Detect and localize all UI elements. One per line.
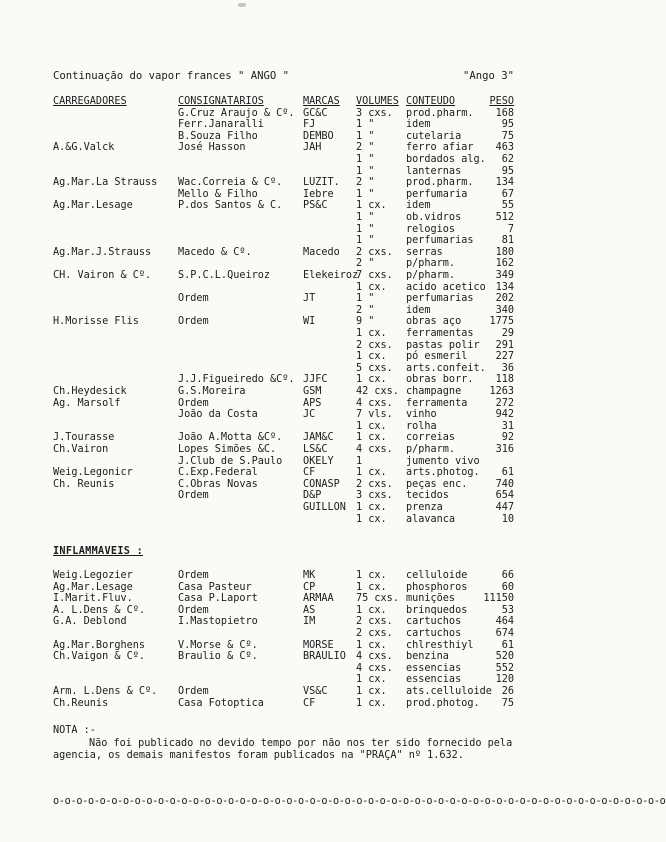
carregador-cell: Ag. Marsolf: [53, 397, 121, 409]
consignatario-cell: I.Mastopietro: [178, 616, 258, 628]
peso-cell: 55: [501, 200, 514, 212]
consignatario-cell: João A.Motta &Cº.: [178, 432, 283, 444]
marca-cell: JC: [303, 409, 316, 421]
carregador-cell: I.Marit.Fluv.: [53, 593, 133, 605]
marca-cell: PS&C: [303, 200, 328, 212]
conteudo-cell: pó esmeril: [406, 351, 468, 363]
conteudo-cell: idem: [406, 304, 431, 316]
volume-cell: 1 cx.: [356, 281, 387, 293]
conteudo-cell: ferramenta: [406, 397, 468, 409]
volume-cell: 1 ": [356, 165, 375, 177]
table-row: [0, 433, 544, 444]
header-peso: PESO: [489, 96, 514, 107]
peso-cell: 60: [501, 581, 514, 593]
consignatario-cell: V.Morse & Cº.: [178, 639, 258, 651]
peso-cell: 67: [501, 188, 514, 200]
conteudo-cell: cartuchos: [406, 628, 462, 639]
volume-cell: 2 ": [356, 258, 375, 270]
carregador-cell: Ch.Vaigon & Cº.: [53, 651, 146, 663]
volume-cell: 1 ": [356, 188, 375, 200]
header-carregadores: CARREGADORES: [53, 96, 127, 107]
peso-cell: 10: [501, 513, 514, 525]
volume-cell: 1 cx.: [356, 200, 387, 212]
conteudo-cell: essencias: [406, 662, 462, 674]
marca-cell: FJ: [303, 119, 316, 131]
consignatario-cell: C.Obras Novas: [178, 478, 258, 490]
table-row: [0, 143, 544, 154]
volume-cell: 42 cxs.: [356, 385, 399, 397]
table-row: [0, 583, 544, 594]
peso-cell: 66: [501, 570, 514, 581]
marca-cell: IM: [303, 616, 316, 628]
peso-cell: 95: [501, 119, 514, 131]
conteudo-cell: ats.celluloide: [406, 686, 492, 697]
peso-cell: 62: [501, 153, 514, 165]
carregador-cell: Ag.Mar.Lesage: [53, 200, 133, 212]
volume-cell: 1 ": [356, 130, 375, 142]
peso-cell: 31: [501, 420, 514, 432]
volume-cell: 1 cx.: [356, 432, 387, 444]
consignatario-cell: Mello & Filho: [178, 188, 258, 200]
peso-cell: 75: [501, 130, 514, 142]
peso-cell: 654: [495, 490, 514, 502]
carregador-cell: Arm. L.Dens & Cº.: [53, 686, 158, 697]
table-row: [0, 399, 544, 410]
table-row: [0, 491, 544, 502]
conteudo-cell: brinquedos: [406, 604, 468, 616]
consignatario-cell: C.Exp.Federal: [178, 467, 258, 479]
table-row: [0, 641, 544, 652]
conteudo-cell: arts.photog.: [406, 467, 480, 479]
header-conteudo: CONTEUDO: [406, 96, 456, 107]
marca-cell: CF: [303, 697, 316, 709]
conteudo-cell: acido acetico: [406, 281, 486, 293]
peso-cell: 95: [501, 165, 514, 177]
peso-cell: 36: [501, 362, 514, 374]
volume-cell: 1 cx.: [356, 327, 387, 339]
carregador-cell: A.&G.Valck: [53, 142, 115, 154]
table-row: [0, 617, 544, 628]
consignatario-cell: Ordem: [178, 686, 209, 697]
peso-cell: 92: [501, 432, 514, 444]
table-row: [0, 259, 544, 270]
marca-cell: GSM: [303, 385, 322, 397]
volume-cell: 1 cx.: [356, 513, 387, 525]
volume-cell: 1 cx.: [356, 467, 387, 479]
conteudo-cell: p/pharm.: [406, 443, 456, 455]
peso-cell: 81: [501, 235, 514, 247]
marca-cell: OKELY: [303, 455, 334, 467]
consignatario-cell: Ordem: [178, 397, 209, 409]
conteudo-cell: prod.photog.: [406, 697, 480, 709]
page-title: Continuação do vapor frances " ANGO ": [53, 70, 289, 82]
peso-cell: 227: [495, 351, 514, 363]
volume-cell: 1 ": [356, 153, 375, 165]
volume-cell: 2 cxs.: [356, 339, 393, 351]
consignatario-cell: Casa Fotoptica: [178, 697, 264, 709]
volume-cell: 4 cxs.: [356, 397, 393, 409]
volume-cell: 4 cxs.: [356, 443, 393, 455]
consignatario-cell: Ordem: [178, 604, 209, 616]
carregador-cell: CH. Vairon & Cº.: [53, 269, 152, 281]
volume-cell: 7 cxs.: [356, 269, 393, 281]
table-row: [0, 503, 544, 514]
nota-body: Não foi publicado no devido tempo por não nos ter sido fornecido pela agencia, os demais manifestos foram publicados na "PRAÇA" nº 1.632.: [53, 738, 513, 761]
consignatario-cell: Macedo & Cº.: [178, 246, 252, 258]
peso-cell: 202: [495, 293, 514, 305]
peso-cell: 11150: [483, 593, 514, 605]
consignatario-cell: Lopes Simões &C.: [178, 443, 277, 455]
conteudo-cell: alavanca: [406, 513, 456, 525]
volume-cell: 1 cx.: [356, 686, 387, 697]
conteudo-cell: relogios: [406, 223, 456, 235]
peso-cell: 464: [495, 616, 514, 628]
table-row: [0, 190, 544, 201]
peso-cell: 291: [495, 339, 514, 351]
volume-cell: 1 cx.: [356, 639, 387, 651]
conteudo-cell: idem: [406, 200, 431, 212]
consignatario-cell: José Hasson: [178, 142, 246, 154]
peso-cell: 168: [495, 107, 514, 119]
carregador-cell: Ch.Heydesick: [53, 385, 127, 397]
peso-cell: 120: [495, 674, 514, 686]
table-row: [0, 594, 544, 605]
table-row: [0, 225, 544, 236]
conteudo-cell: champagne: [406, 385, 462, 397]
marca-cell: VS&C: [303, 686, 328, 697]
conteudo-cell: obras aço: [406, 316, 462, 328]
conteudo-cell: perfumarias: [406, 235, 474, 247]
table-row: [0, 306, 544, 317]
column-headers: [0, 97, 544, 108]
conteudo-cell: bordados alg.: [406, 153, 486, 165]
table-row: [0, 120, 544, 131]
consignatario-cell: G.S.Moreira: [178, 385, 246, 397]
carregador-cell: Weig.Legonicr: [53, 467, 133, 479]
conteudo-cell: obras borr.: [406, 374, 474, 386]
carregador-cell: G.A. Deblond: [53, 616, 127, 628]
conteudo-cell: ferro afiar: [406, 142, 474, 154]
volume-cell: 2 ": [356, 304, 375, 316]
table-row: [0, 629, 544, 640]
peso-cell: 180: [495, 246, 514, 258]
consignatario-cell: Ordem: [178, 316, 209, 328]
volume-cell: 1: [356, 455, 363, 467]
conteudo-cell: cartuchos: [406, 616, 462, 628]
table-row: [0, 480, 544, 491]
marca-cell: APS: [303, 397, 322, 409]
conteudo-cell: ob.vidros: [406, 211, 462, 223]
dotted-divider: o-o-o-o-o-o-o-o-o-o-o-o-o-o-o-o-o-o-o-o-o-o-o-o-o-o-o-o-o-o-o-o-o-o-o-o-o-o-o-o-o-o-o-o-o-o-o-o-o-o-o-o-o: [53, 796, 666, 807]
volume-cell: 7 vls.: [356, 409, 393, 421]
volume-cell: 2 cxs.: [356, 616, 393, 628]
peso-cell: 29: [501, 327, 514, 339]
volume-cell: 1 cx.: [356, 674, 387, 686]
carregador-cell: Ag.Mar.La Strauss: [53, 177, 158, 189]
consignatario-cell: Ordem: [178, 570, 209, 581]
peso-cell: 520: [495, 651, 514, 663]
header-volumes: VOLUMES: [356, 96, 399, 107]
table-row: [0, 664, 544, 675]
conteudo-cell: p/pharm.: [406, 269, 456, 281]
conteudo-cell: lanternas: [406, 165, 462, 177]
consignatario-cell: S.P.C.L.Queiroz: [178, 269, 271, 281]
peso-cell: 134: [495, 177, 514, 189]
table-row: [0, 675, 544, 686]
volume-cell: 1 cx.: [356, 501, 387, 513]
conteudo-cell: jumento vivo: [406, 455, 480, 467]
conteudo-cell: rolha: [406, 420, 437, 432]
table-row: [0, 178, 544, 189]
consignatario-cell: Wac.Correia & Cº.: [178, 177, 283, 189]
ink-mark: [238, 3, 246, 7]
conteudo-cell: prod.pharm.: [406, 107, 474, 119]
carregador-cell: Ag.Mar.Lesage: [53, 581, 133, 593]
peso-cell: 134: [495, 281, 514, 293]
volume-cell: 1 ": [356, 235, 375, 247]
carregador-cell: A. L.Dens & Cº.: [53, 604, 146, 616]
volume-cell: 1 cx.: [356, 581, 387, 593]
peso-cell: 674: [495, 628, 514, 639]
conteudo-cell: essencias: [406, 674, 462, 686]
conteudo-cell: vinho: [406, 409, 437, 421]
peso-cell: 740: [495, 478, 514, 490]
conteudo-cell: phosphoros: [406, 581, 468, 593]
volume-cell: 1 ": [356, 293, 375, 305]
volume-cell: 1 ": [356, 211, 375, 223]
consignatario-cell: P.dos Santos & C.: [178, 200, 283, 212]
peso-cell: 53: [501, 604, 514, 616]
volume-cell: 5 cxs.: [356, 362, 393, 374]
marca-cell: WI: [303, 316, 316, 328]
volume-cell: 3 cxs.: [356, 107, 393, 119]
marca-cell: GUILLON: [303, 501, 346, 513]
table-row: [0, 515, 544, 526]
section-title-inflammaveis: INFLAMMAVEIS :: [53, 546, 144, 557]
marca-cell: Macedo: [303, 246, 340, 258]
table-row: [0, 201, 544, 212]
table-row: [0, 283, 544, 294]
table-row: [0, 109, 544, 120]
volume-cell: 2 ": [356, 177, 375, 189]
peso-cell: 463: [495, 142, 514, 154]
table-row: [0, 468, 544, 479]
table-row: [0, 606, 544, 617]
table-row: [0, 294, 544, 305]
carregador-cell: Ag.Mar.J.Strauss: [53, 246, 152, 258]
conteudo-cell: ferramentas: [406, 327, 474, 339]
consignatario-cell: Ordem: [178, 490, 209, 502]
consignatario-cell: Ferr.Janaralli: [178, 119, 264, 131]
carregador-cell: Ch. Reunis: [53, 478, 115, 490]
table-row: [0, 317, 544, 328]
carregador-cell: J.Tourasse: [53, 432, 115, 444]
table-row: [0, 410, 544, 421]
marca-cell: JJFC: [303, 374, 328, 386]
marca-cell: Elekeiroz: [303, 269, 359, 281]
peso-cell: 61: [501, 467, 514, 479]
volume-cell: 2 cxs.: [356, 246, 393, 258]
carregador-cell: Ch.Reunis: [53, 697, 109, 709]
marca-cell: Iebre: [303, 188, 334, 200]
volume-cell: 1 cx.: [356, 697, 387, 709]
peso-cell: 7: [507, 223, 514, 235]
table-row: [0, 341, 544, 352]
consignatario-cell: Ordem: [178, 293, 209, 305]
table-row: [0, 387, 544, 398]
volume-cell: 2 cxs.: [356, 478, 393, 490]
consignatario-cell: Braulio & Cº.: [178, 651, 258, 663]
table-row: [0, 167, 544, 178]
carregador-cell: Ch.Vairon: [53, 443, 109, 455]
table-row: [0, 352, 544, 363]
marca-cell: JAM&C: [303, 432, 334, 444]
conteudo-cell: pastas polir: [406, 339, 480, 351]
volume-cell: 2 ": [356, 142, 375, 154]
marca-cell: ARMAA: [303, 593, 334, 605]
conteudo-cell: perfumarias: [406, 293, 474, 305]
consignatario-cell: J.J.Figueiredo &Cº.: [178, 374, 295, 386]
consignatario-cell: J.Club de S.Paulo: [178, 455, 283, 467]
table-row: [0, 571, 544, 582]
peso-cell: 512: [495, 211, 514, 223]
table-row: [0, 248, 544, 259]
consignatario-cell: Casa Pasteur: [178, 581, 252, 593]
volume-cell: 1 ": [356, 119, 375, 131]
conteudo-cell: celluloide: [406, 570, 468, 581]
volume-cell: 2 cxs.: [356, 628, 393, 639]
header-consignatarios: CONSIGNATARIOS: [178, 96, 264, 107]
marca-cell: CONASP: [303, 478, 340, 490]
marca-cell: MK: [303, 570, 316, 581]
conteudo-cell: correias: [406, 432, 456, 444]
conteudo-cell: prenza: [406, 501, 443, 513]
table-row: [0, 329, 544, 340]
consignatario-cell: João da Costa: [178, 409, 258, 421]
table-row: [0, 236, 544, 247]
carregador-cell: Weig.Legozier: [53, 570, 133, 581]
peso-cell: 1263: [489, 385, 514, 397]
marca-cell: AS: [303, 604, 316, 616]
consignatario-cell: B.Souza Filho: [178, 130, 258, 142]
volume-cell: 1 ": [356, 223, 375, 235]
peso-cell: 942: [495, 409, 514, 421]
marca-cell: LUZIT.: [303, 177, 340, 189]
table-row: [0, 213, 544, 224]
table-row: [0, 271, 544, 282]
carregador-cell: Ag.Mar.Borghens: [53, 639, 146, 651]
peso-cell: 61: [501, 639, 514, 651]
peso-cell: 75: [501, 697, 514, 709]
header-marcas: MARCAS: [303, 96, 340, 107]
peso-cell: 272: [495, 397, 514, 409]
carregador-cell: H.Morisse Flis: [53, 316, 139, 328]
peso-cell: 118: [495, 374, 514, 386]
table-row: [0, 445, 544, 456]
table-row: [0, 687, 544, 698]
conteudo-cell: serras: [406, 246, 443, 258]
volume-cell: 1 cx.: [356, 604, 387, 616]
table-row: [0, 422, 544, 433]
conteudo-cell: tecidos: [406, 490, 449, 502]
marca-cell: LS&C: [303, 443, 328, 455]
issue-label: "Ango 3": [462, 70, 514, 82]
peso-cell: 26: [501, 686, 514, 697]
conteudo-cell: cutelaria: [406, 130, 462, 142]
marca-cell: DEMBO: [303, 130, 334, 142]
table-row: [0, 652, 544, 663]
marca-cell: JT: [303, 293, 316, 305]
peso-cell: 349: [495, 269, 514, 281]
volume-cell: 75 cxs.: [356, 593, 399, 605]
volume-cell: 1 cx.: [356, 420, 387, 432]
consignatario-cell: Casa P.Laport: [178, 593, 258, 605]
marca-cell: CP: [303, 581, 316, 593]
table-row: [0, 155, 544, 166]
nota-text: [53, 738, 523, 762]
table-row: [0, 699, 544, 710]
conteudo-cell: chlresthiyl: [406, 639, 474, 651]
conteudo-cell: prod.pharm.: [406, 177, 474, 189]
volume-cell: 1 cx.: [356, 351, 387, 363]
volume-cell: 3 cxs.: [356, 490, 393, 502]
peso-cell: 162: [495, 258, 514, 270]
marca-cell: GC&C: [303, 107, 328, 119]
conteudo-cell: perfumaria: [406, 188, 468, 200]
table-row: [0, 364, 544, 375]
peso-cell: 340: [495, 304, 514, 316]
table-row: [0, 457, 544, 468]
volume-cell: 4 cxs.: [356, 662, 393, 674]
marca-cell: JAH: [303, 142, 322, 154]
conteudo-cell: munições: [406, 593, 456, 605]
peso-cell: 1775: [489, 316, 514, 328]
marca-cell: BRAULIO: [303, 651, 346, 663]
volume-cell: 1 cx.: [356, 570, 387, 581]
conteudo-cell: p/pharm.: [406, 258, 456, 270]
conteudo-cell: idem: [406, 119, 431, 131]
marca-cell: CF: [303, 467, 316, 479]
conteudo-cell: peças enc.: [406, 478, 468, 490]
conteudo-cell: arts.confeit.: [406, 362, 486, 374]
peso-cell: 447: [495, 501, 514, 513]
table-row: [0, 132, 544, 143]
volume-cell: 1 cx.: [356, 374, 387, 386]
marca-cell: D&P: [303, 490, 322, 502]
consignatario-cell: G.Cruz Araujo & Cº.: [178, 107, 295, 119]
conteudo-cell: benzina: [406, 651, 449, 663]
volume-cell: 4 cxs.: [356, 651, 393, 663]
table-row: [0, 375, 544, 386]
peso-cell: 552: [495, 662, 514, 674]
nota-label: NOTA :-: [53, 725, 96, 736]
volume-cell: 9 ": [356, 316, 375, 328]
marca-cell: MORSE: [303, 639, 334, 651]
peso-cell: 316: [495, 443, 514, 455]
